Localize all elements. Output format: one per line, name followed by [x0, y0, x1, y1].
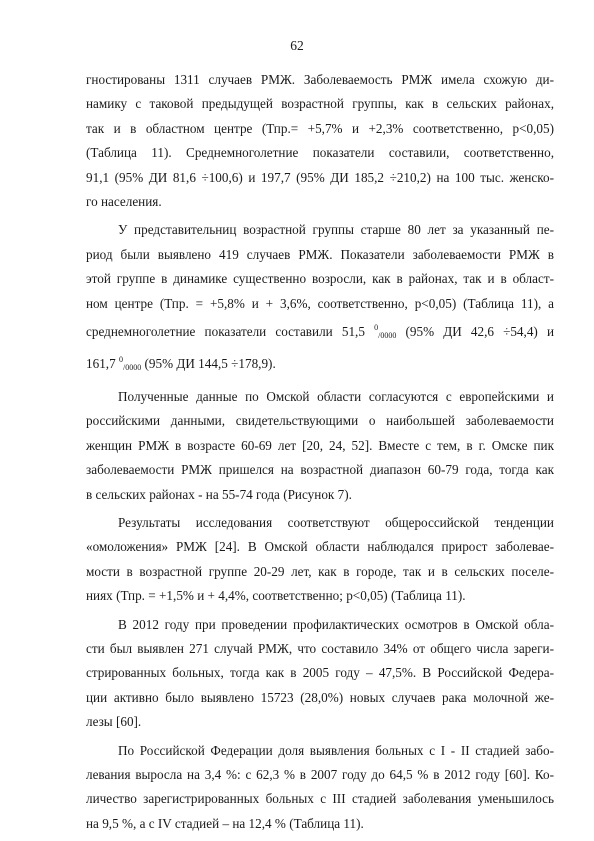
text-fragment: среднемноголетние показатели составили 51,5: [86, 324, 365, 340]
paragraph-5: [86, 613, 554, 735]
paragraph-1: [86, 68, 554, 214]
text-line: сти был выявлен 271 случай РМЖ, что составило 34% от общего числа зареги-: [86, 640, 554, 656]
paragraph-3: [86, 385, 554, 507]
paragraph-6: [86, 739, 554, 837]
per-mille-sup: 0: [374, 323, 379, 333]
text-line: Результаты исследования соответствуют общероссийской тенденции: [118, 514, 554, 530]
text-line: российскими данными, свидетельствующими о наибольшей заболеваемости: [86, 413, 554, 429]
text-fragment: (95% ДИ 42,6 ÷54,4) и: [405, 324, 555, 340]
text-line: так и в областном центре (Тпр.= +5,7% и +2,3% соответственно, р<0,05): [86, 120, 554, 136]
text-line: ном центре (Тпр. = +5,8% и + 3,6%, соответственно, р<0,05) (Таблица 11), а: [86, 295, 554, 311]
text-line: «омоложения» РМЖ [24]. В Омской области наблюдался прирост заболевае-: [86, 539, 554, 555]
text-line: этой группе в динамике существенно возросли, как в районах, так и в област-: [86, 271, 554, 287]
text-line: риод были выявлено 419 случаев РМЖ. Показатели заболеваемости РМЖ в: [86, 246, 554, 262]
text-fragment: (95% ДИ 144,5 ÷178,9).: [144, 356, 276, 372]
per-mille-sup: 0: [118, 355, 123, 365]
text-line: У представительниц возрастной группы старше 80 лет за указанный пе-: [118, 222, 554, 238]
text-line: мости в возрастной группе 20-29 лет, как в городе, так и в сельских поселе-: [86, 563, 554, 579]
text-line: женщин РМЖ в возрасте 60-69 лет [20, 24, 52]. Вместе с тем, в г. Омске пик: [86, 437, 554, 453]
text-line: го населения.: [86, 194, 162, 210]
page-number: 62: [290, 38, 304, 53]
paragraph-4: [86, 511, 554, 609]
text-line: стрированных больных, тогда как в 2005 году – 47,5%. В Российской Федера-: [86, 665, 554, 681]
text-line: в сельских районах - на 55-74 года (Рисунок 7).: [86, 486, 352, 502]
text-line: левания выросла на 3,4 %: с 62,3 % в 2007 году до 64,5 % в 2012 году [60]. Ко-: [86, 766, 554, 782]
text-line: В 2012 году при проведении профилактических осмотров в Омской обла-: [118, 616, 554, 632]
body-text: [86, 68, 554, 840]
text-line: гностированы 1311 случаев РМЖ. Заболеваемость РМЖ имела схожую ди-: [86, 72, 554, 87]
text-line-with-fraction: [86, 316, 554, 348]
text-line: 91,1 (95% ДИ 81,6 ÷100,6) и 197,7 (95% ДИ 185,2 ÷210,2) на 100 тыс. женско-: [86, 169, 554, 185]
per-mille-sub: /0000: [378, 331, 397, 341]
text-line: По Российской Федерации доля выявления больных с I - II стадией забо-: [118, 742, 554, 758]
text-line: Полученные данные по Омской области согласуются с европейскими и: [118, 388, 554, 404]
text-line: личество зарегистрированных больных с III стадией заболевания уменьшилось: [86, 791, 554, 807]
text-line: (Таблица 11). Среднемноголетние показатели составили, соответственно,: [86, 145, 554, 161]
text-line: лезы [60].: [86, 714, 142, 730]
text-fragment: 161,7: [86, 356, 116, 372]
text-line: на 9,5 %, а с IV стадией – на 12,4 % (Таблица 11).: [86, 815, 364, 831]
text-line: ниях (Тпр. = +1,5% и + 4,4%, соответственно; р<0,05) (Таблица 11).: [86, 588, 466, 604]
text-line: намику с таковой предыдущей возрастной группы, как в сельских районах,: [86, 96, 554, 112]
text-line-with-fraction: [86, 348, 554, 380]
text-line: заболеваемости РМЖ пришелся на возрастной диапазон 60-79 года, тогда как: [86, 462, 554, 478]
paragraph-2: [86, 218, 554, 380]
text-line: ции активно было выявлено 15723 (28,0%) новых случаев рака молочной же-: [86, 689, 554, 705]
per-mille-sub: /0000: [122, 363, 142, 373]
